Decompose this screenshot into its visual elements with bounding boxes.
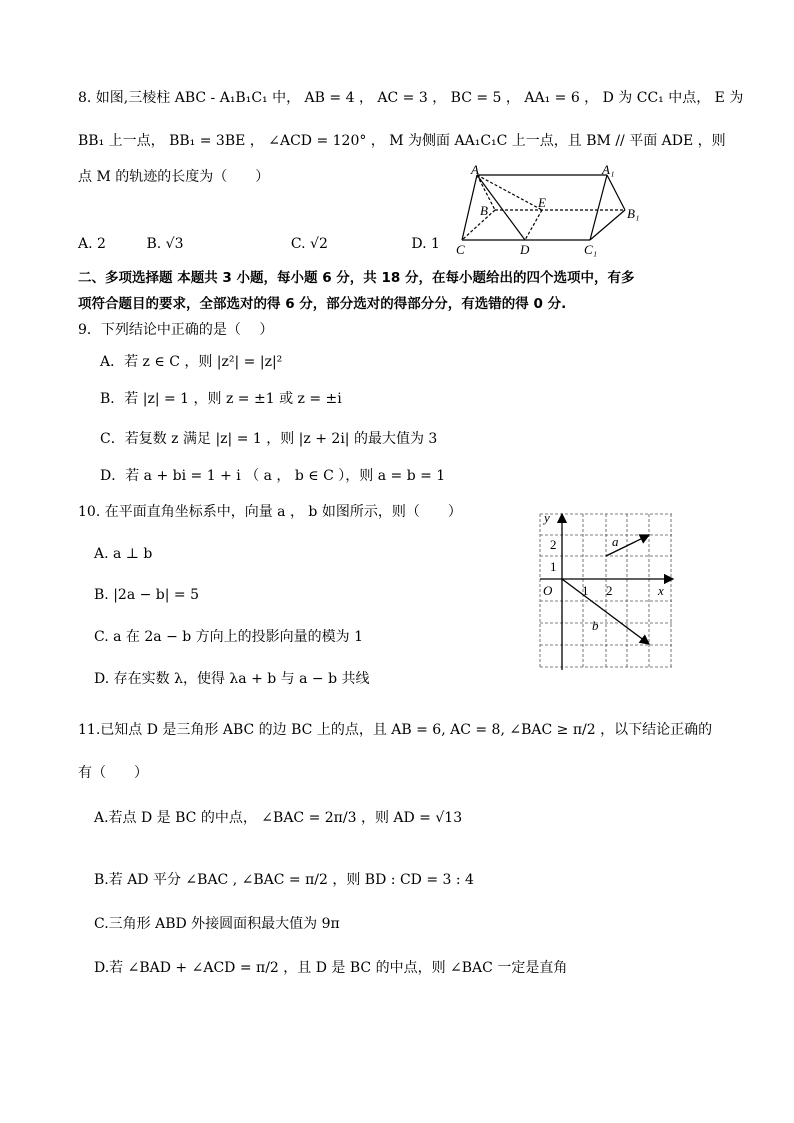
q10-option-d: D. 存在实数 λ，使得 λa + b 与 a − b 共线 — [94, 671, 370, 687]
origin-label: O — [543, 583, 553, 598]
q10-option-a: A. a ⊥ b — [94, 546, 153, 562]
axis-x-label: x — [658, 583, 664, 598]
label-E: E — [538, 195, 546, 210]
label-A1: A₁ — [602, 162, 615, 177]
q10-option-c: C. a 在 2a − b 方向上的投影向量的模为 1 — [94, 629, 364, 645]
q8-option-b: B. √3 — [146, 236, 184, 252]
q8-option-a: A. 2 — [78, 236, 106, 252]
label-D: D — [520, 242, 530, 257]
q8-line3: 点 M 的轨迹的长度为（ ） — [78, 169, 270, 185]
prism-figure — [450, 160, 650, 260]
q9-stem: 9．下列结论中正确的是（ ） — [78, 322, 274, 338]
label-C: C — [456, 242, 465, 257]
section2-heading-line2: 项符合题目的要求，全部选对的得 6 分，部分选对的得部分分，有选错的得 0 分. — [78, 296, 567, 312]
q8-line2: BB₁ 上一点， BB₁ = 3BE ， ∠ACD = 120° ， M 为侧面 AA₁C₁C 上一点，且 BM // 平面 ADE ，则 — [78, 133, 726, 149]
q11-option-b: B.若 AD 平分 ∠BAC , ∠BAC = π/2 ，则 BD : CD = 3 : 4 — [94, 872, 474, 888]
q9-option-b: B．若 |z| = 1 ，则 z = ±1 或 z = ±i — [100, 391, 342, 407]
vector-figure — [536, 508, 676, 672]
q8-line1: 8. 如图,三棱柱 ABC - A₁B₁C₁ 中， AB = 4 ， AC = 3 ， BC = 5 ， AA₁ = 6 ， D 为 CC₁ 中点， E 为 — [78, 90, 744, 106]
q11-option-a: A.若点 D 是 BC 的中点， ∠BAC = 2π/3 ，则 AD = √13 — [94, 810, 463, 826]
label-B1: B₁ — [627, 206, 640, 221]
label-C1: C₁ — [584, 242, 598, 257]
axis-y-label: y — [544, 510, 550, 525]
q10-stem: 10. 在平面直角坐标系中，向量 a ， b 如图所示，则（ ） — [78, 504, 462, 520]
q11-option-d: D.若 ∠BAD + ∠ACD = π/2 ，且 D 是 BC 的中点，则 ∠BAC 一定是直角 — [94, 960, 568, 976]
q9-option-c: C．若复数 z 满足 |z| = 1 ，则 |z + 2i| 的最大值为 3 — [100, 431, 438, 447]
q11-line1: 11.已知点 D 是三角形 ABC 的边 BC 上的点，且 AB = 6, AC = 8, ∠BAC ≥ π/2 ，以下结论正确的 — [78, 722, 713, 738]
vector-b-label: b — [592, 618, 599, 633]
q10-option-b: B. |2a − b| = 5 — [94, 587, 200, 603]
tick-x-1: 1 — [582, 583, 589, 598]
q11-line2: 有（ ） — [78, 765, 148, 781]
q9-option-a: A．若 z ∈ C ，则 |z²| = |z|² — [100, 354, 283, 370]
q9-option-d: D．若 a + bi = 1 + i （ a ， b ∈ C ），则 a = b = 1 — [100, 468, 446, 484]
q11-option-c: C.三角形 ABD 外接圆面积最大值为 9π — [94, 916, 340, 932]
tick-y-1: 1 — [550, 559, 557, 574]
label-B: B — [480, 203, 488, 218]
vector-a-label: a — [612, 534, 619, 549]
q8-option-d: D. 1 — [411, 236, 440, 252]
tick-y-2: 2 — [550, 537, 557, 552]
q8-options — [78, 234, 440, 254]
tick-x-2: 2 — [606, 583, 613, 598]
section2-heading-line1: 二、多项选择题 本题共 3 小题，每小题 6 分，共 18 分，在每小题给出的四个选项中，有多 — [78, 270, 635, 286]
q8-option-c: C. √2 — [290, 236, 328, 252]
label-A: A — [471, 162, 479, 177]
